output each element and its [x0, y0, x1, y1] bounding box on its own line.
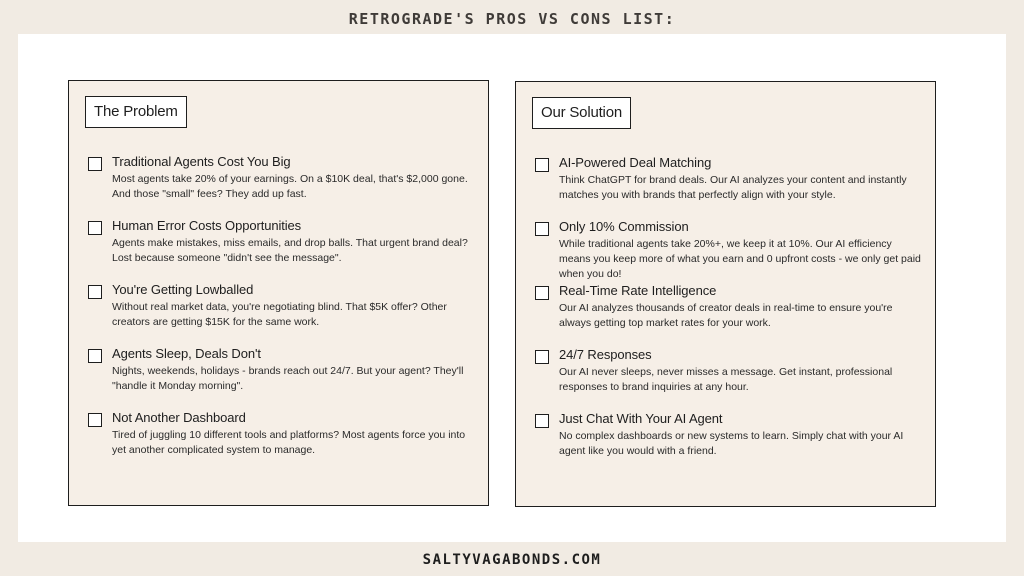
checkbox[interactable]	[535, 350, 549, 364]
problem-item-title: Human Error Costs Opportunities	[112, 218, 302, 233]
problem-list	[88, 152, 478, 472]
problem-panel-title: The Problem	[85, 96, 187, 128]
problem-item-desc: Without real market data, you're negotiating blind. That $5K offer? Other creators are getting $15K for the same work.	[112, 301, 447, 328]
solution-list	[535, 153, 925, 473]
solution-item	[535, 409, 925, 473]
problem-item-title: Not Another Dashboard	[112, 410, 246, 425]
problem-item-desc: Agents make mistakes, miss emails, and drop balls. That urgent brand deal? Lost because someone "didn't see the message".	[112, 237, 468, 264]
checkbox[interactable]	[535, 222, 549, 236]
problem-item-desc: Nights, weekends, holidays - brands reach out 24/7. But your agent? They'll "handle it Monday morning".	[112, 365, 464, 392]
problem-item-title: You're Getting Lowballed	[112, 282, 254, 297]
checkbox[interactable]	[88, 413, 102, 427]
solution-item	[535, 281, 925, 345]
problem-item	[88, 408, 478, 472]
problem-item	[88, 216, 478, 280]
problem-item	[88, 152, 478, 216]
checkbox[interactable]	[535, 286, 549, 300]
solution-item-desc: No complex dashboards or new systems to learn. Simply chat with your AI agent like you would with a friend.	[559, 430, 904, 457]
solution-panel	[515, 81, 936, 507]
checkbox[interactable]	[88, 285, 102, 299]
checkbox[interactable]	[535, 414, 549, 428]
solution-item-title: AI-Powered Deal Matching	[559, 155, 712, 170]
footer-site-name: SALTYVAGABONDS.COM	[422, 552, 602, 568]
solution-item-title: 24/7 Responses	[559, 347, 652, 362]
problem-panel	[68, 80, 489, 506]
problem-item	[88, 280, 478, 344]
solution-item-desc: While traditional agents take 20%+, we keep it at 10%. Our AI efficiency means you keep more of what you earn and 0 upfront costs - we only get paid when you do!	[559, 238, 921, 280]
solution-item-desc: Think ChatGPT for brand deals. Our AI analyzes your content and instantly matches you with brands that perfectly align with your style.	[559, 174, 907, 201]
solution-item-title: Real-Time Rate Intelligence	[559, 283, 717, 298]
solution-item	[535, 217, 925, 281]
problem-item-title: Agents Sleep, Deals Don't	[112, 346, 261, 361]
solution-item-title: Only 10% Commission	[559, 219, 689, 234]
solution-panel-title: Our Solution	[532, 97, 631, 129]
solution-item-title: Just Chat With Your AI Agent	[559, 411, 723, 426]
solution-item-desc: Our AI analyzes thousands of creator deals in real-time to ensure you're always getting top market rates for your work.	[559, 302, 893, 329]
problem-item-desc: Most agents take 20% of your earnings. On a $10K deal, that's $2,000 gone. And those "small" fees? They add up fast.	[112, 173, 468, 200]
solution-item-desc: Our AI never sleeps, never misses a message. Get instant, professional responses to brand inquiries at any hour.	[559, 366, 893, 393]
checkbox[interactable]	[88, 157, 102, 171]
problem-item-desc: Tired of juggling 10 different tools and platforms? Most agents force you into yet another complicated system to manage.	[112, 429, 466, 456]
content-canvas	[18, 34, 1006, 542]
checkbox[interactable]	[88, 221, 102, 235]
problem-item-title: Traditional Agents Cost You Big	[112, 154, 291, 169]
solution-item	[535, 153, 925, 217]
page-title: RETROGRADE'S PROS VS CONS LIST:	[348, 10, 676, 28]
solution-item	[535, 345, 925, 409]
problem-item	[88, 344, 478, 408]
checkbox[interactable]	[88, 349, 102, 363]
checkbox[interactable]	[535, 158, 549, 172]
